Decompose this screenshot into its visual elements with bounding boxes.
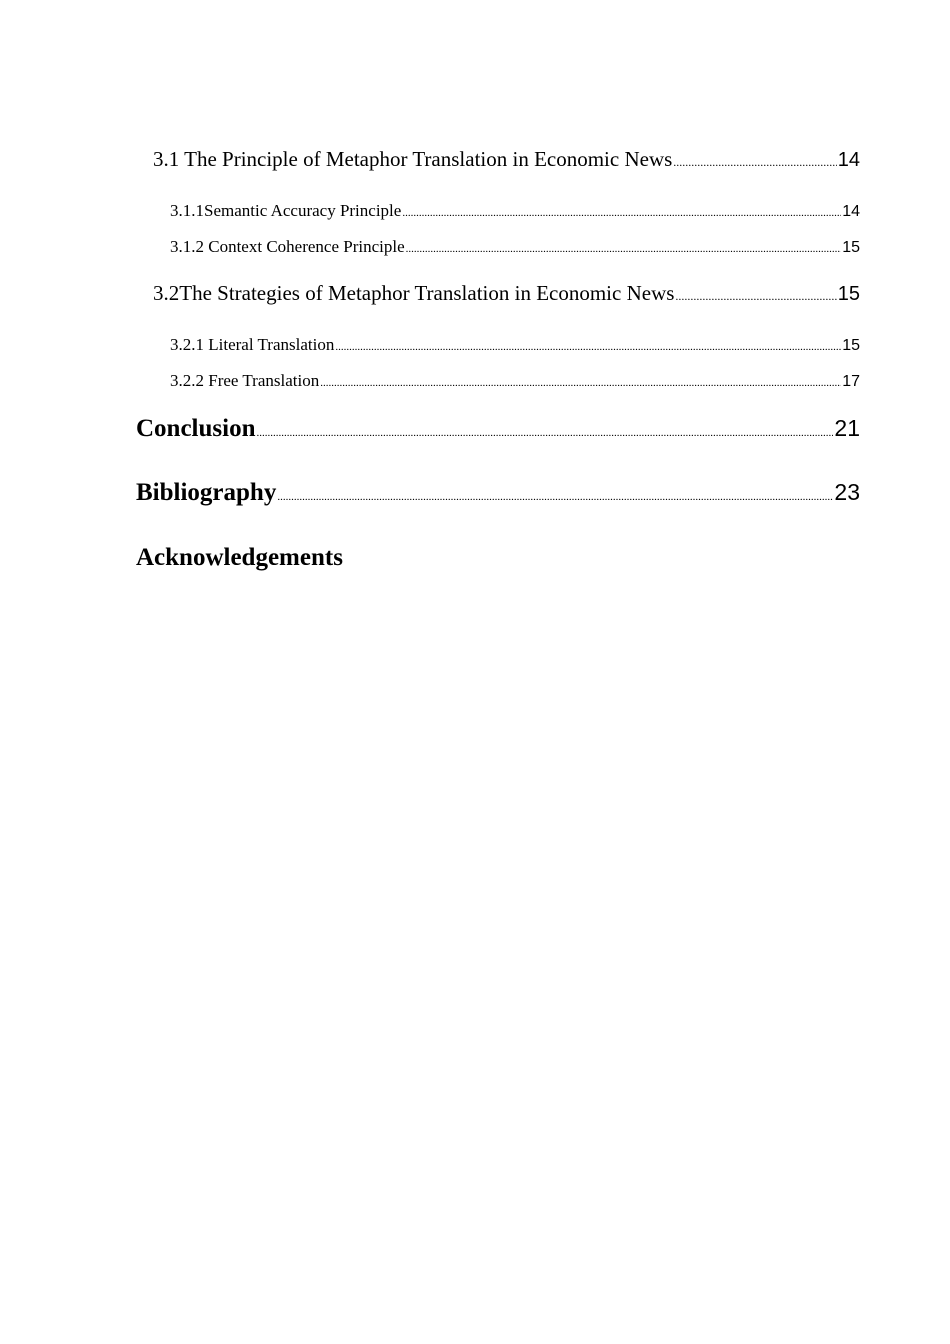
toc-entry-label: 3.1.2 Context Coherence Principle [170,237,405,256]
toc-page-number: 17 [842,373,860,390]
toc-page-number: 21 [834,415,860,441]
toc-entry-label: 3.2The Strategies of Metaphor Translation in Economic News [153,281,675,305]
toc-entry-acknowledgements[interactable]: Acknowledgements [136,544,343,571]
toc-entry-3-2[interactable] [153,281,860,306]
dot-leader [320,377,841,389]
toc-entry-label: 3.2.1 Literal Translation [170,335,335,354]
toc-entry-conclusion[interactable] [136,415,860,443]
dot-leader [277,491,833,503]
toc-page-number: 15 [842,337,860,354]
toc-entry-3-1[interactable] [153,147,860,172]
toc-entry-3-1-1[interactable] [170,201,860,221]
toc-entry-label: 3.2.2 Free Translation [170,371,320,390]
toc-page-number: 14 [842,203,860,220]
toc-page-number: 23 [834,479,860,505]
dot-leader [402,207,841,219]
toc-entry-label: 3.1 The Principle of Metaphor Translation in Economic News [153,147,673,171]
toc-page-number: 15 [837,283,860,305]
dot-leader [675,289,836,304]
toc-entry-bibliography[interactable] [136,479,860,507]
toc-entry-3-2-2[interactable] [170,371,860,391]
toc-entry-label: Bibliography [136,479,277,506]
toc-page-number: 15 [842,239,860,256]
toc-entry-label: 3.1.1Semantic Accuracy Principle [170,201,402,220]
dot-leader [673,155,836,170]
toc-entry-label: Conclusion [136,415,256,442]
toc-entry-3-2-1[interactable] [170,335,860,355]
dot-leader [335,341,841,353]
toc-entry-3-1-2[interactable] [170,237,860,257]
toc-page-number: 14 [837,149,860,171]
dot-leader [406,243,842,255]
dot-leader [256,427,833,439]
